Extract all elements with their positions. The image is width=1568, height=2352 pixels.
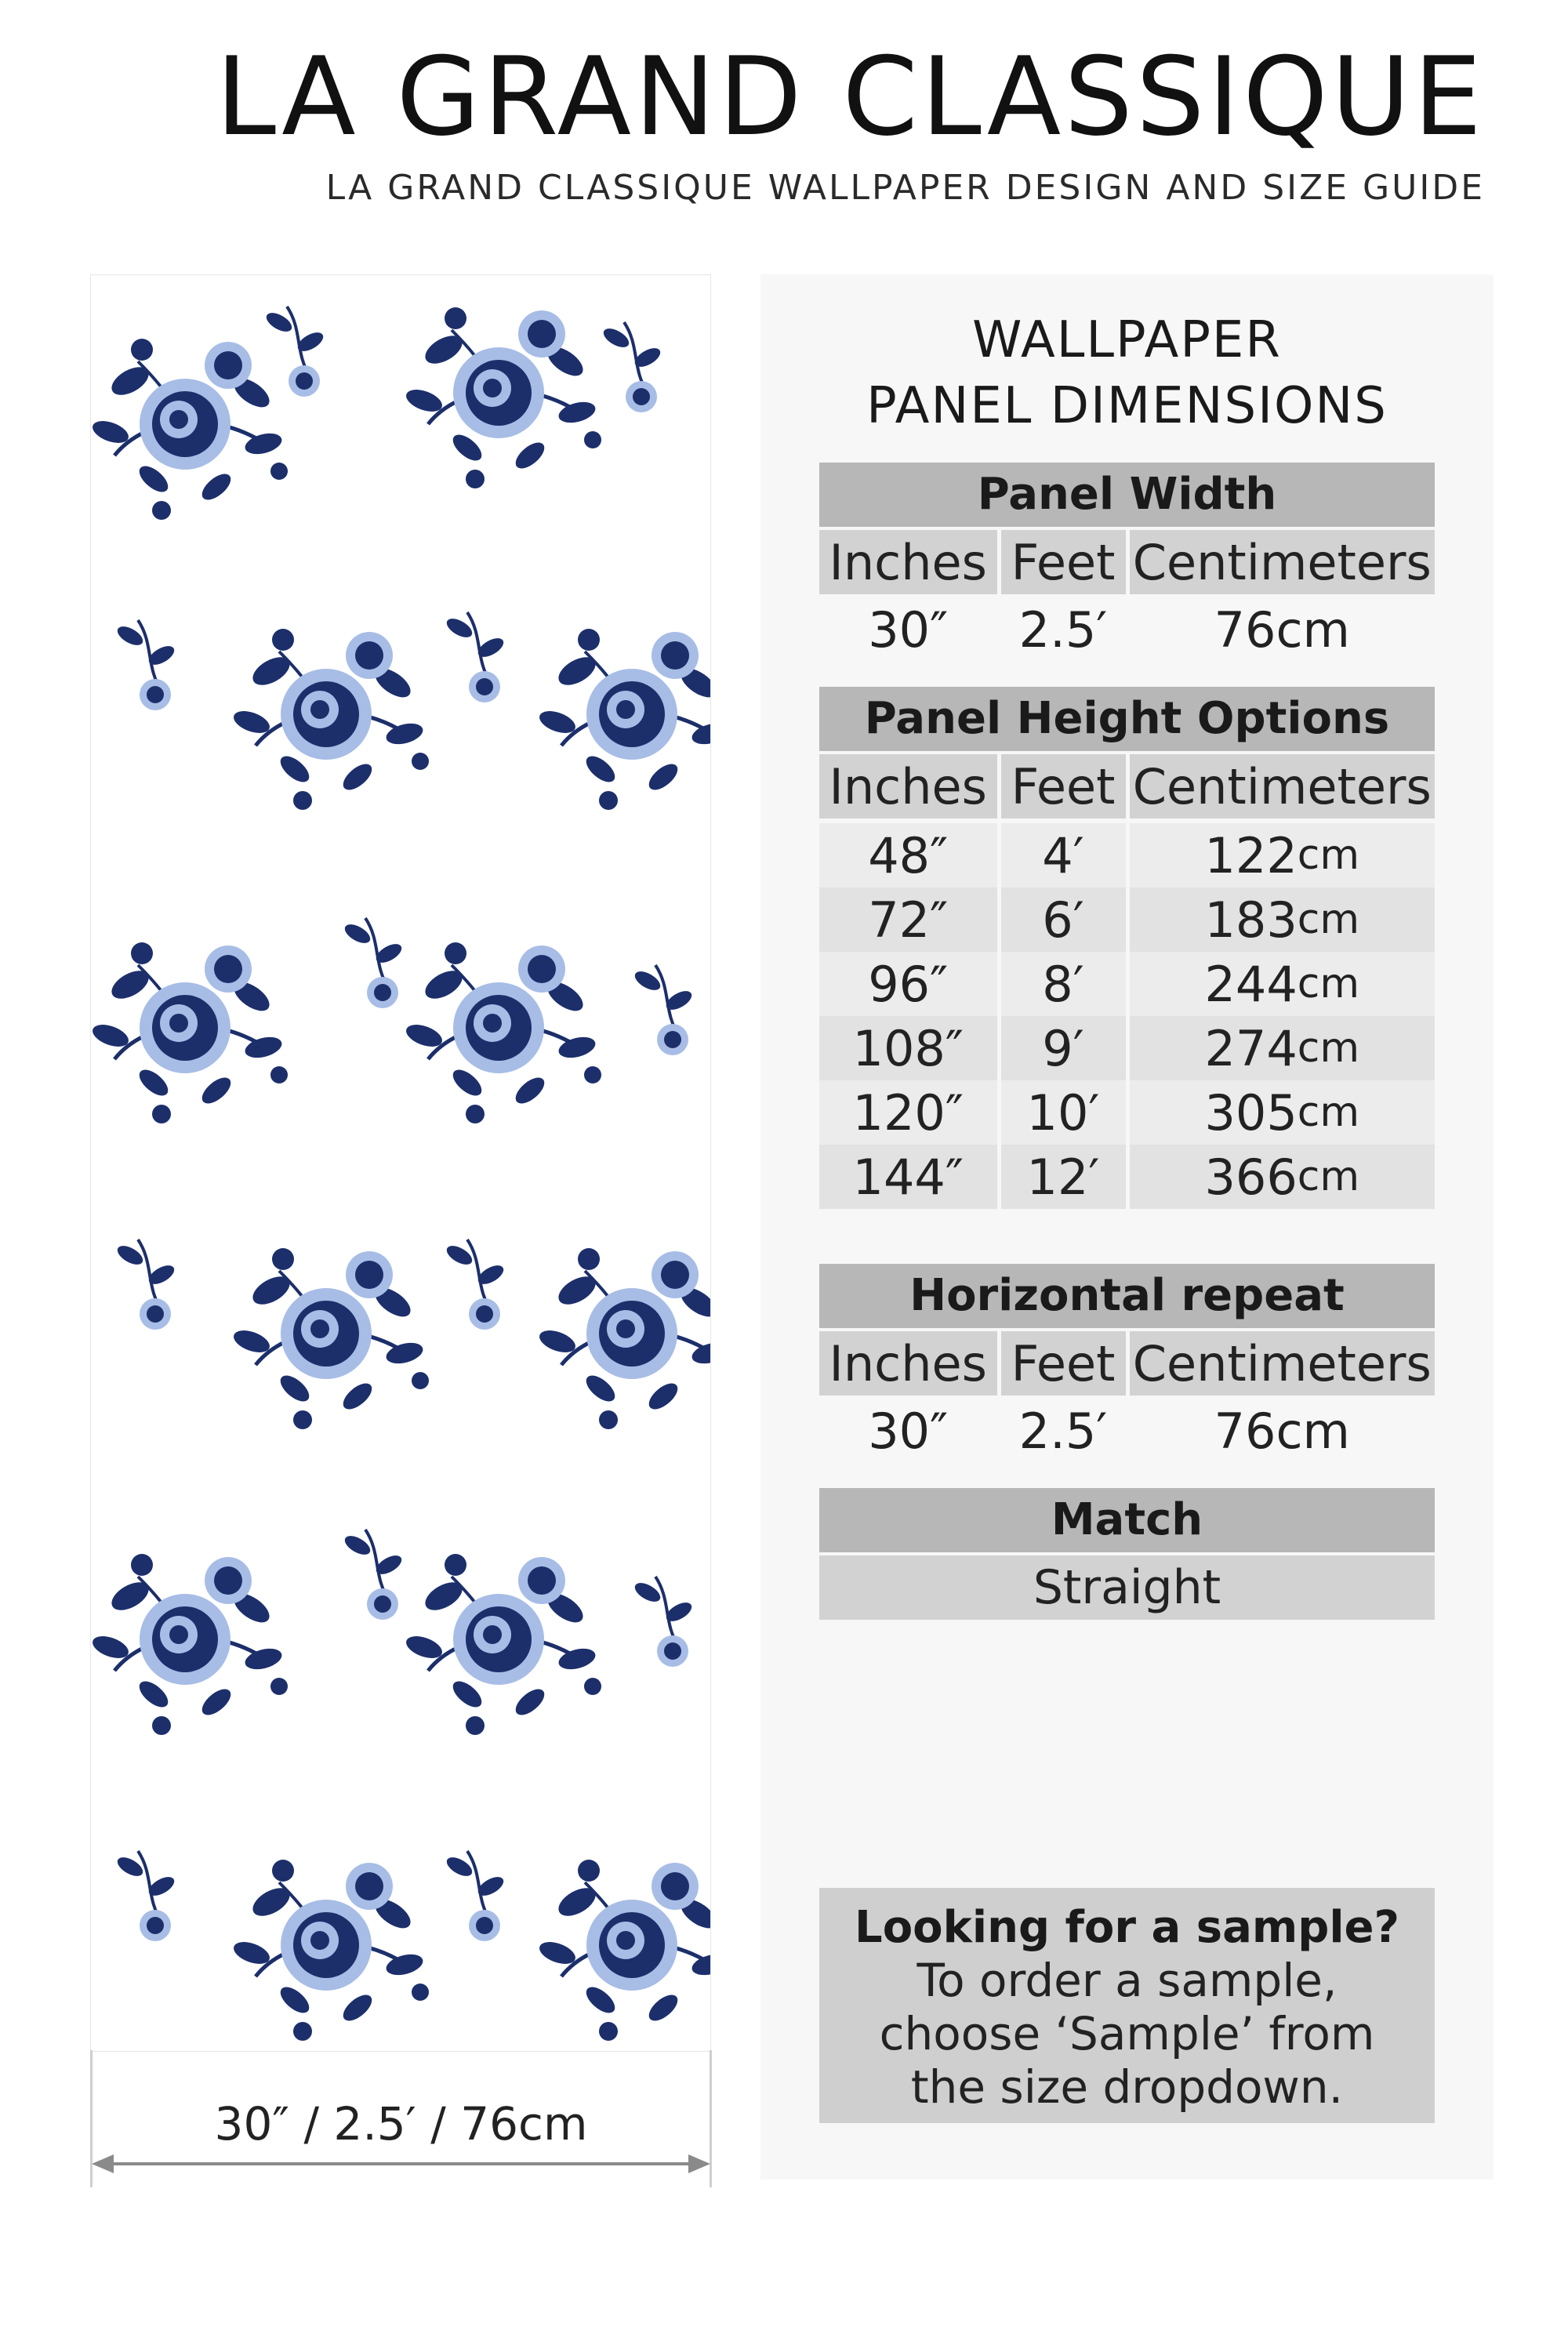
floral-pattern-image xyxy=(91,275,710,2051)
height-cm xyxy=(1130,952,1435,1016)
guide-subtitle: LA GRAND CLASSIQUE WALLPAPER DESIGN AND SIZE GUIDE xyxy=(325,168,1485,208)
width-cm: 76cm xyxy=(1214,601,1350,659)
table-row xyxy=(819,1399,1435,1463)
panel-height-table xyxy=(819,687,1435,1209)
col-centimeters: Centimeters xyxy=(1130,754,1435,818)
height-inches: 144″ xyxy=(819,1145,997,1209)
sample-line-3: the size dropdown. xyxy=(910,2060,1344,2114)
cm-unit: cm xyxy=(1297,896,1360,943)
width-inches: 30″ xyxy=(868,601,949,659)
height-feet: 9′ xyxy=(1001,1016,1126,1080)
sample-title: Looking for a sample? xyxy=(855,1902,1399,1953)
panel-dimensions-card xyxy=(760,274,1494,2180)
panel-height-header: Panel Height Options xyxy=(819,687,1435,751)
height-cm xyxy=(1130,1080,1435,1145)
match-value: Straight xyxy=(819,1555,1435,1620)
height-feet: 12′ xyxy=(1001,1145,1126,1209)
cm-value: 274 xyxy=(1204,1019,1298,1077)
brand-title: LA GRAND CLASSIQUE xyxy=(216,34,1485,160)
dimension-arrow-icon xyxy=(90,2148,712,2180)
height-feet: 10′ xyxy=(1001,1080,1126,1145)
match-header: Match xyxy=(819,1488,1435,1552)
height-inches: 72″ xyxy=(819,887,997,952)
col-centimeters: Centimeters xyxy=(1130,1331,1435,1396)
height-inches: 96″ xyxy=(819,952,997,1016)
height-inches: 120″ xyxy=(819,1080,997,1145)
width-feet: 2.5′ xyxy=(1018,601,1108,659)
panel-width-table xyxy=(819,463,1435,662)
column-header-row xyxy=(819,530,1435,594)
dimensions-heading xyxy=(760,307,1494,439)
horizontal-repeat-header: Horizontal repeat xyxy=(819,1264,1435,1328)
table-row xyxy=(819,887,1435,952)
repeat-feet: 2.5′ xyxy=(1018,1402,1108,1460)
cm-value: 183 xyxy=(1204,891,1298,949)
height-cm xyxy=(1130,1016,1435,1080)
cm-unit: cm xyxy=(1297,1025,1360,1072)
sample-line-2: choose ‘Sample’ from xyxy=(879,2007,1375,2060)
height-feet: 6′ xyxy=(1001,887,1126,952)
cm-value: 244 xyxy=(1204,955,1298,1013)
sample-info-box xyxy=(819,1888,1435,2123)
col-inches: Inches xyxy=(819,530,997,594)
table-row xyxy=(819,1080,1435,1145)
repeat-cm: 76cm xyxy=(1214,1402,1350,1460)
cm-value: 366 xyxy=(1204,1148,1298,1206)
col-inches: Inches xyxy=(819,1331,997,1396)
panel-width-dimension-label: 30″ / 2.5′ / 76cm xyxy=(214,2097,588,2151)
height-feet: 4′ xyxy=(1001,823,1126,887)
wallpaper-panel-preview xyxy=(90,274,711,2052)
repeat-inches: 30″ xyxy=(868,1402,949,1460)
table-row xyxy=(819,1145,1435,1209)
cm-unit: cm xyxy=(1297,1153,1360,1200)
column-header-row xyxy=(819,1331,1435,1396)
col-feet: Feet xyxy=(1001,1331,1126,1396)
cm-unit: cm xyxy=(1297,1089,1360,1136)
table-row xyxy=(819,952,1435,1016)
panel-width-header: Panel Width xyxy=(819,463,1435,527)
height-cm xyxy=(1130,887,1435,952)
cm-unit: cm xyxy=(1297,960,1360,1007)
column-header-row xyxy=(819,754,1435,818)
height-inches: 48″ xyxy=(819,823,997,887)
height-cm xyxy=(1130,823,1435,887)
col-feet: Feet xyxy=(1001,754,1126,818)
heading-line-1: WALLPAPER xyxy=(972,311,1282,369)
col-feet: Feet xyxy=(1001,530,1126,594)
sample-line-1: To order a sample, xyxy=(916,1954,1338,2007)
col-centimeters: Centimeters xyxy=(1130,530,1435,594)
table-row xyxy=(819,823,1435,887)
col-inches: Inches xyxy=(819,754,997,818)
cm-value: 122 xyxy=(1204,826,1298,884)
heading-line-2: PANEL DIMENSIONS xyxy=(866,377,1388,435)
table-row xyxy=(819,1016,1435,1080)
cm-value: 305 xyxy=(1204,1083,1298,1142)
cm-unit: cm xyxy=(1297,832,1360,879)
table-row xyxy=(819,597,1435,662)
height-cm xyxy=(1130,1145,1435,1209)
height-inches: 108″ xyxy=(819,1016,997,1080)
horizontal-repeat-table xyxy=(819,1264,1435,1463)
match-table xyxy=(819,1488,1435,1620)
height-feet: 8′ xyxy=(1001,952,1126,1016)
